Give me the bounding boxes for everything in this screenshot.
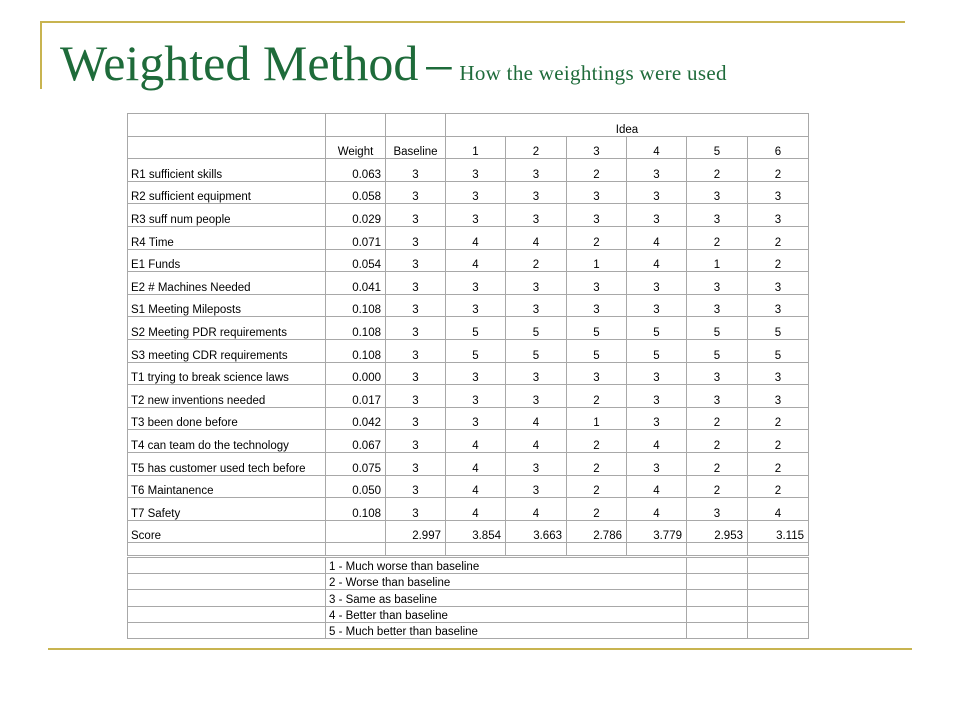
- idea-score-cell: 5: [687, 339, 748, 362]
- blank-row: [128, 543, 809, 556]
- baseline-cell: 3: [386, 362, 446, 385]
- idea-score-cell: 3: [446, 294, 506, 317]
- weighted-score-table: [127, 113, 809, 556]
- empty-cell: [128, 543, 326, 556]
- idea-score-cell: 2: [567, 430, 627, 453]
- bottom-rule: [48, 648, 912, 650]
- idea-score-cell: 3: [506, 204, 567, 227]
- table-row: [128, 249, 809, 272]
- weight-cell: 0.054: [326, 249, 386, 272]
- empty-cell: [567, 543, 627, 556]
- idea-score-cell: 5: [567, 317, 627, 340]
- empty-cell: [386, 543, 446, 556]
- idea-total-score: 3.115: [748, 520, 809, 543]
- idea-score-cell: 4: [506, 407, 567, 430]
- empty-cell: [326, 543, 386, 556]
- table-row: [128, 159, 809, 182]
- idea-score-cell: 5: [506, 317, 567, 340]
- idea-score-cell: 3: [627, 159, 687, 182]
- idea-score-cell: 3: [687, 498, 748, 521]
- legend-row: [128, 590, 809, 606]
- weight-cell: 0.063: [326, 159, 386, 182]
- empty-cell: [748, 606, 809, 622]
- idea-score-cell: 2: [567, 498, 627, 521]
- idea-score-cell: 5: [627, 339, 687, 362]
- idea-score-cell: 3: [446, 181, 506, 204]
- idea-score-cell: 3: [446, 407, 506, 430]
- idea-score-cell: 5: [506, 339, 567, 362]
- baseline-cell: 3: [386, 385, 446, 408]
- legend-item: 4 - Better than baseline: [326, 606, 687, 622]
- score-row: [128, 520, 809, 543]
- idea-header-2: 2: [506, 136, 567, 159]
- idea-score-cell: 4: [446, 226, 506, 249]
- baseline-cell: 3: [386, 498, 446, 521]
- idea-total-score: 3.663: [506, 520, 567, 543]
- empty-cell: [748, 558, 809, 574]
- idea-score-cell: 3: [627, 272, 687, 295]
- baseline-cell: 3: [386, 272, 446, 295]
- header-group-row: [128, 114, 809, 137]
- baseline-cell: 3: [386, 294, 446, 317]
- idea-header-1: 1: [446, 136, 506, 159]
- table-row: [128, 272, 809, 295]
- empty-cell: [128, 558, 326, 574]
- empty-cell: [687, 558, 748, 574]
- idea-header-5: 5: [687, 136, 748, 159]
- idea-score-cell: 2: [567, 226, 627, 249]
- rating-legend: [127, 557, 809, 639]
- empty-cell: [687, 606, 748, 622]
- idea-score-cell: 3: [506, 475, 567, 498]
- idea-score-cell: 3: [687, 272, 748, 295]
- table-row: [128, 226, 809, 249]
- idea-score-cell: 4: [446, 475, 506, 498]
- idea-score-cell: 3: [748, 362, 809, 385]
- idea-score-cell: 3: [687, 181, 748, 204]
- legend-item: 3 - Same as baseline: [326, 590, 687, 606]
- baseline-cell: 3: [386, 452, 446, 475]
- baseline-header: Baseline: [386, 136, 446, 159]
- idea-score-cell: 3: [567, 204, 627, 227]
- legend-item: 5 - Much better than baseline: [326, 622, 687, 638]
- baseline-cell: 3: [386, 407, 446, 430]
- criterion-label: R3 suff num people: [128, 204, 326, 227]
- table-row: [128, 181, 809, 204]
- idea-score-cell: 3: [748, 294, 809, 317]
- empty-cell: [748, 543, 809, 556]
- baseline-score: 2.997: [386, 520, 446, 543]
- legend-item: 1 - Much worse than baseline: [326, 558, 687, 574]
- weight-cell: 0.050: [326, 475, 386, 498]
- empty-cell: [128, 136, 326, 159]
- weight-cell: 0.108: [326, 294, 386, 317]
- empty-cell: [326, 520, 386, 543]
- idea-score-cell: 3: [687, 385, 748, 408]
- idea-score-cell: 4: [506, 498, 567, 521]
- weight-cell: 0.017: [326, 385, 386, 408]
- empty-cell: [128, 622, 326, 638]
- idea-score-cell: 2: [687, 475, 748, 498]
- idea-score-cell: 3: [506, 181, 567, 204]
- weight-cell: 0.071: [326, 226, 386, 249]
- idea-score-cell: 2: [748, 430, 809, 453]
- weight-cell: 0.029: [326, 204, 386, 227]
- empty-cell: [128, 114, 326, 137]
- idea-score-cell: 4: [627, 475, 687, 498]
- idea-total-score: 3.854: [446, 520, 506, 543]
- idea-score-cell: 4: [446, 430, 506, 453]
- criterion-label: R4 Time: [128, 226, 326, 249]
- baseline-cell: 3: [386, 430, 446, 453]
- idea-score-cell: 4: [446, 249, 506, 272]
- idea-score-cell: 3: [687, 362, 748, 385]
- empty-cell: [687, 622, 748, 638]
- weight-cell: 0.067: [326, 430, 386, 453]
- criterion-label: T7 Safety: [128, 498, 326, 521]
- empty-cell: [506, 543, 567, 556]
- table-row: [128, 204, 809, 227]
- weight-header: Weight: [326, 136, 386, 159]
- empty-cell: [128, 606, 326, 622]
- idea-score-cell: 3: [506, 385, 567, 408]
- idea-score-cell: 3: [627, 452, 687, 475]
- legend-row: [128, 606, 809, 622]
- empty-cell: [687, 590, 748, 606]
- idea-score-cell: 3: [687, 204, 748, 227]
- table-row: [128, 430, 809, 453]
- legend-row: [128, 622, 809, 638]
- idea-score-cell: 3: [567, 294, 627, 317]
- idea-header-3: 3: [567, 136, 627, 159]
- idea-score-cell: 2: [687, 430, 748, 453]
- idea-total-score: 2.786: [567, 520, 627, 543]
- criterion-label: E1 Funds: [128, 249, 326, 272]
- title-main: Weighted Method: [60, 35, 419, 91]
- idea-total-score: 2.953: [687, 520, 748, 543]
- table-row: [128, 294, 809, 317]
- idea-score-cell: 3: [446, 272, 506, 295]
- idea-score-cell: 2: [687, 159, 748, 182]
- idea-score-cell: 2: [567, 159, 627, 182]
- criterion-label: E2 # Machines Needed: [128, 272, 326, 295]
- idea-score-cell: 5: [687, 317, 748, 340]
- idea-score-cell: 4: [446, 498, 506, 521]
- idea-score-cell: 5: [446, 339, 506, 362]
- idea-score-cell: 3: [567, 362, 627, 385]
- idea-score-cell: 3: [687, 294, 748, 317]
- idea-score-cell: 4: [627, 249, 687, 272]
- weight-cell: 0.108: [326, 317, 386, 340]
- idea-score-cell: 5: [627, 317, 687, 340]
- idea-score-cell: 4: [446, 452, 506, 475]
- empty-cell: [748, 590, 809, 606]
- idea-score-cell: 3: [506, 159, 567, 182]
- idea-score-cell: 1: [567, 249, 627, 272]
- header-row: [128, 136, 809, 159]
- idea-score-cell: 3: [506, 362, 567, 385]
- idea-score-cell: 3: [506, 272, 567, 295]
- idea-total-score: 3.779: [627, 520, 687, 543]
- criterion-label: R2 sufficient equipment: [128, 181, 326, 204]
- table-row: [128, 362, 809, 385]
- empty-cell: [128, 574, 326, 590]
- legend-row: [128, 574, 809, 590]
- weight-cell: 0.041: [326, 272, 386, 295]
- idea-score-cell: 3: [627, 181, 687, 204]
- idea-score-cell: 2: [748, 475, 809, 498]
- idea-score-cell: 4: [506, 226, 567, 249]
- empty-cell: [386, 114, 446, 137]
- idea-score-cell: 2: [748, 226, 809, 249]
- criterion-label: S3 meeting CDR requirements: [128, 339, 326, 362]
- title-subtitle: How the weightings were used: [459, 61, 727, 85]
- idea-score-cell: 2: [748, 452, 809, 475]
- empty-cell: [326, 114, 386, 137]
- idea-score-cell: 3: [627, 362, 687, 385]
- idea-header-4: 4: [627, 136, 687, 159]
- idea-score-cell: 3: [446, 385, 506, 408]
- weight-cell: 0.108: [326, 339, 386, 362]
- weight-cell: 0.058: [326, 181, 386, 204]
- table-row: [128, 475, 809, 498]
- criterion-label: T4 can team do the technology: [128, 430, 326, 453]
- idea-score-cell: 3: [567, 181, 627, 204]
- baseline-cell: 3: [386, 339, 446, 362]
- idea-score-cell: 2: [687, 407, 748, 430]
- idea-score-cell: 3: [506, 452, 567, 475]
- empty-cell: [627, 543, 687, 556]
- empty-cell: [748, 622, 809, 638]
- idea-score-cell: 2: [567, 475, 627, 498]
- baseline-cell: 3: [386, 317, 446, 340]
- idea-score-cell: 3: [446, 204, 506, 227]
- idea-score-cell: 3: [748, 204, 809, 227]
- idea-score-cell: 1: [567, 407, 627, 430]
- table-row: [128, 498, 809, 521]
- idea-score-cell: 4: [627, 498, 687, 521]
- idea-score-cell: 2: [567, 452, 627, 475]
- idea-score-cell: 3: [748, 272, 809, 295]
- idea-score-cell: 3: [748, 385, 809, 408]
- idea-score-cell: 4: [506, 430, 567, 453]
- criterion-label: T1 trying to break science laws: [128, 362, 326, 385]
- idea-score-cell: 3: [446, 362, 506, 385]
- weight-cell: 0.075: [326, 452, 386, 475]
- idea-score-cell: 3: [627, 204, 687, 227]
- idea-score-cell: 3: [627, 407, 687, 430]
- idea-score-cell: 2: [748, 159, 809, 182]
- page-title: [60, 34, 727, 92]
- criterion-label: T2 new inventions needed: [128, 385, 326, 408]
- baseline-cell: 3: [386, 249, 446, 272]
- idea-header-6: 6: [748, 136, 809, 159]
- score-label: Score: [128, 520, 326, 543]
- idea-score-cell: 5: [567, 339, 627, 362]
- table-row: [128, 407, 809, 430]
- idea-score-cell: 2: [506, 249, 567, 272]
- title-dash: –: [426, 35, 452, 91]
- idea-score-cell: 2: [567, 385, 627, 408]
- table-row: [128, 317, 809, 340]
- idea-score-cell: 3: [446, 159, 506, 182]
- idea-score-cell: 2: [687, 452, 748, 475]
- idea-score-cell: 4: [748, 498, 809, 521]
- empty-cell: [687, 543, 748, 556]
- idea-score-cell: 2: [687, 226, 748, 249]
- weight-cell: 0.108: [326, 498, 386, 521]
- idea-score-cell: 2: [748, 249, 809, 272]
- idea-score-cell: 5: [748, 339, 809, 362]
- baseline-cell: 3: [386, 181, 446, 204]
- idea-group-header: Idea: [446, 114, 809, 137]
- idea-score-cell: 3: [567, 272, 627, 295]
- idea-score-cell: 2: [748, 407, 809, 430]
- criterion-label: S2 Meeting PDR requirements: [128, 317, 326, 340]
- criterion-label: S1 Meeting Mileposts: [128, 294, 326, 317]
- empty-cell: [446, 543, 506, 556]
- baseline-cell: 3: [386, 226, 446, 249]
- idea-score-cell: 5: [446, 317, 506, 340]
- idea-score-cell: 3: [627, 385, 687, 408]
- weight-cell: 0.042: [326, 407, 386, 430]
- criterion-label: T5 has customer used tech before: [128, 452, 326, 475]
- left-rule: [40, 21, 42, 89]
- table-row: [128, 339, 809, 362]
- empty-cell: [128, 590, 326, 606]
- criterion-label: R1 sufficient skills: [128, 159, 326, 182]
- idea-score-cell: 4: [627, 430, 687, 453]
- baseline-cell: 3: [386, 475, 446, 498]
- top-rule: [40, 21, 905, 23]
- legend-row: [128, 558, 809, 574]
- idea-score-cell: 5: [748, 317, 809, 340]
- empty-cell: [748, 574, 809, 590]
- legend-item: 2 - Worse than baseline: [326, 574, 687, 590]
- idea-score-cell: 3: [748, 181, 809, 204]
- criterion-label: T6 Maintanence: [128, 475, 326, 498]
- weight-cell: 0.000: [326, 362, 386, 385]
- idea-score-cell: 4: [627, 226, 687, 249]
- idea-score-cell: 1: [687, 249, 748, 272]
- criterion-label: T3 been done before: [128, 407, 326, 430]
- idea-score-cell: 3: [627, 294, 687, 317]
- table-row: [128, 452, 809, 475]
- empty-cell: [687, 574, 748, 590]
- table-row: [128, 385, 809, 408]
- idea-score-cell: 3: [506, 294, 567, 317]
- baseline-cell: 3: [386, 204, 446, 227]
- baseline-cell: 3: [386, 159, 446, 182]
